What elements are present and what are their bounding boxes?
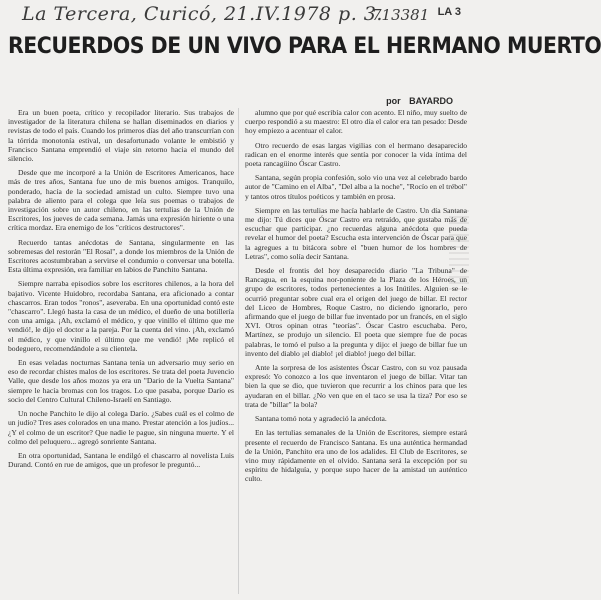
paragraph: Recuerdo tantas anécdotas de Santana, singularmente en las sobremesas del restorán "El Rosal", a donde los miembros de la Unión de Escritores acostumbraban a servirse el condumio o conversar una botella. Esta última expresión, era familiar en labios de Panchito Santana. [8,237,234,275]
paragraph: Desde el frontis del hoy desaparecido diario "La Tribuna" de Rancagua, en la esquina nor-poniente de la Plaza de los Héroes, un grupo de escritores, todos pertenecientes a los Inútiles. Alguien se le ocurrió preguntar sobre cual era el origen del juego de billar. El rector del Liceo de Hombres, Roque Castro, no diciendo ignorarlo, pero afirmando que el juego de billar fue inventado por un francés, en el siglo XVI. Otros opinan otras "teorías". Óscar Castro escuchaba. Pero, Martínez, se produjo un silencio. El poeta que siempre fue de pocas palabras, le tomó el pulso a la pregunta y dijo: el juego de billar fue un invento del diablo ¡el diablo! ¡el diablo! juego del billar. [245,266,467,358]
byline [386,96,453,106]
paragraph: Ante la sorpresa de los asistentes Óscar Castro, con su voz pausada expresó: Yo conozco a los que inventaron el juego de billar. Vitar tan bien la que se dio, que tuvieron que recurrir a los chinos para que les ayudaran en el billar. ¿No ven que en el taco se usa la tiza? Por eso se trata de "billar" la bola? [245,363,467,409]
paragraph: Otro recuerdo de esas largas vigilias con el hermano desaparecido radican en el enorme interés que sentía por conocer la vida íntima del poeta rancagüino Óscar Castro. [245,140,467,169]
handwritten-source-note: La Tercera, Curicó, 21.IV.1978 p. 3. [22,3,383,25]
byline-label: por [386,96,401,106]
paragraph: alumno que por qué escribía calor con acento. El niño, muy suelto de cuerpo respondió a su maestro: El otro día el calor era tan pesado: Desde hoy empiezo a acentuar el calor. [245,108,467,136]
paragraph: En esas veladas nocturnas Santana tenía un adversario muy serio en eso de recordar chistes malos de los escritores. Se trata del poeta Juvencio Valle, que desde los años mozos ya era un "Dario de la Vuelta Santana" siempre le hacía bromas con los tragos. Lo que pasaba, porque Darío es socio del Centro Cultural Chileno-Israelí en Santiago. [8,358,234,404]
page-number: LA 3 [437,6,461,18]
paragraph: Siempre narraba episodios sobre los escritores chilenos, a la hora del bajativo. Vicente Huidobro, recordaba Santana, era aficionado a contar chascarros. Eran todos "ronos", aseveraba. En una oportunidad contó este "chascarro". Llegó hasta la casa de un médico, el dueño de una botillería con una amiga. ¡Ah, exclamó el médico, y que vinillo el último que me vendió!, le dijo el doctor a la pareja. Por la cuenta del vino. ¡Ah, exclamó el médico, y que vinillo el último que me vendió! ¡Me replicó el bodeguero, recomendándole a su clientela. [8,279,234,353]
paragraph: En las tertulias semanales de la Unión de Escritores, siempre estará presente el recuerdo de Francisco Santana. Es una auténtica hermandad de la Unión, Panchito era uno de los adalides. El Club de Escritores, se vino muy rápidamente en el olvido. Santana será la excepción por su espíritu de hidalguía, y porque supo hacer de la amistad un auténtico culto. [245,428,467,484]
article-headline: RECUERDOS DE UN VIVO PARA EL HERMANO MUERTO [8,34,601,59]
byline-author: BAYARDO [409,96,453,106]
handwritten-reference-number: 713381 [372,6,430,24]
paragraph: Santana, según propia confesión, solo vio una vez al celebrado bardo autor de "Camino en el Alba", "Del alba a la noche", "Rocío en el trébol" y tantos otros títulos poéticos y también en prosa. [245,173,467,201]
paragraph: Siempre en las tertulias me hacía hablarle de Castro. Un día Santana me dijo: Tú dices que Óscar Castro era retraído, que gustaba más de escuchar que participar. ¿no recuerdas alguna anécdota que pueda revelar el humor del poeta? Escucha esta intervención de Óscar para que la agregues a tu bitácora sobre el "buen humor de los hombres de Letras", como solía decir Santana. [245,205,467,261]
column-divider [238,108,239,594]
paragraph: Un noche Panchito le dijo al colega Darío. ¿Sabes cuál es el colmo de un judío? Tres ases colorados en una mano. Prestar atención a los judíos... ¿Y el colmo de un escritor? Que nadie le pague, sin ninguna muerte. Y el colmo del peluquero... agregó sonriente Santana. [8,409,234,446]
paragraph: Desde que me incorporé a la Unión de Escritores Americanos, hace más de tres años, Santana fue uno de mis buenos amigos. Tranquilo, ponderado, hacía de la sociedad amistad un culto. Siempre tuvo una palabra de aliento para el colega que leía sus poemas o trabajos de investigación sobre un autor chileno, en las tertulias de la Unión de Escritores, los jueves de cada semana. Jamás una expresión hiriente o una crítica mordaz. Era enemigo de los "críticos destructores". [8,168,234,233]
paragraph: Era un buen poeta, crítico y recopilador literario. Sus trabajos de investigador de la literatura chilena se hallan diseminados en diarios y revistas de todo el país. Cuando los primeros días del año transcurrían con la tórrida monotonía estival, un desafortunado volante le embistió y Francisco Santana emprendió el viaje sin retorno hacia el mundo del silencio. [8,108,234,164]
article-column-left [8,108,234,474]
paragraph: Santana tomó nota y agradeció la anécdota. [255,414,387,424]
paragraph: En otra oportunidad, Santana le endilgó el chascarro al novelista Luis Durand. Contó en rue de amigos, que un profesor le preguntó... [8,450,234,470]
article-column-right [245,108,467,489]
